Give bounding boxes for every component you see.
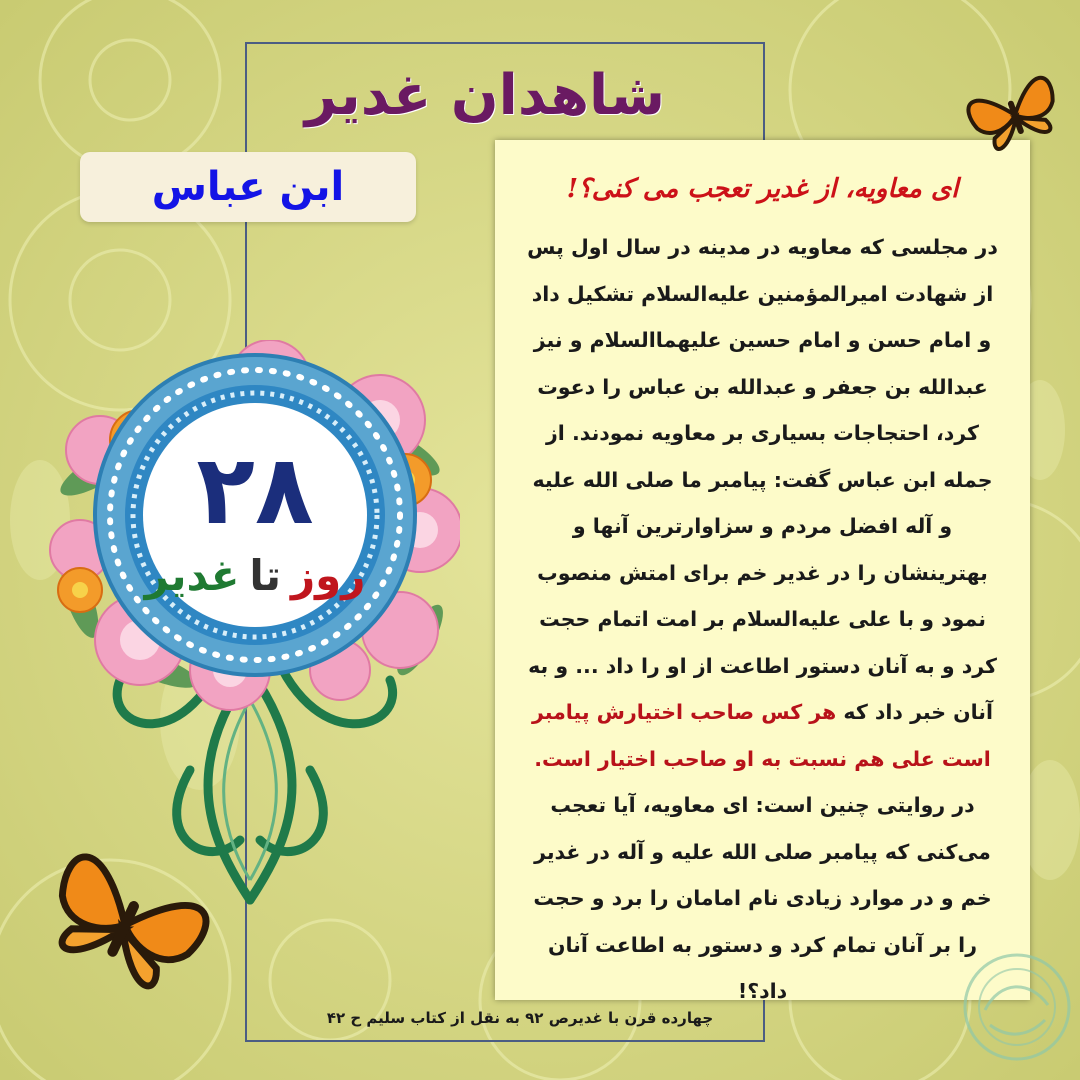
butterfly-icon <box>30 830 220 1020</box>
countdown-word-ghadir: غدیر <box>144 550 240 600</box>
text-panel <box>495 140 1030 1003</box>
page-title: شاهدان غدیر <box>304 62 666 128</box>
body-text <box>523 224 1002 1015</box>
countdown-word-until: تا <box>249 550 281 600</box>
countdown-word-days: روز <box>290 550 366 600</box>
countdown-label <box>140 545 370 605</box>
subject-name: ابن عباس <box>151 164 345 210</box>
calligraphy-seal <box>960 950 1075 1065</box>
butterfly-icon <box>960 60 1070 170</box>
body-paragraph-2: در روایتی چنین است: ای معاویه، آیا تعجب می‌کنی که پیامبر صلی الله علیه و آله در غدیر خم و در موارد زیادی نام امامان را برد و حجت را بر آنان تمام کرد و دستور به اطاعت آنان داد؟! <box>533 793 992 1003</box>
headline: ای معاویه، از غدیر تعجب می کنی؟! <box>566 174 959 204</box>
body-highlight: هر کس صاحب اختیارش پیامبر است علی هم نسبت به او صاحب اختیار است. <box>531 700 991 771</box>
source-citation: چهارده قرن با غدیرص ۹۲ به نقل از کتاب سلیم ح ۴۲ <box>326 1009 714 1027</box>
countdown-number: ۲۸ <box>196 434 314 546</box>
floral-wreath <box>40 340 460 910</box>
body-paragraph-1: در مجلسی که معاویه در مدینه در سال اول پس از شهادت امیرالمؤمنین علیه‌السلام تشکیل داد و امام حسن و امام حسین علیهماالسلام و نیز عبدالله بن جعفر و عبدالله بن عباس را دعوت کرد، احتجاجات بسیاری بر معاویه نمودند. از جمله ابن عباس گفت: پیامبر ما صلی الله علیه و آله افضل مردم و سزاوارترین آنها و بهترینشان را در غدیر خم برای امتش منصوب نمود و با علی علیه‌السلام بر امت اتمام حجت کرد و به آنان دستور اطاعت از او را داد ... و به آنان خبر داد که <box>527 235 998 724</box>
subject-name-box <box>80 152 416 222</box>
